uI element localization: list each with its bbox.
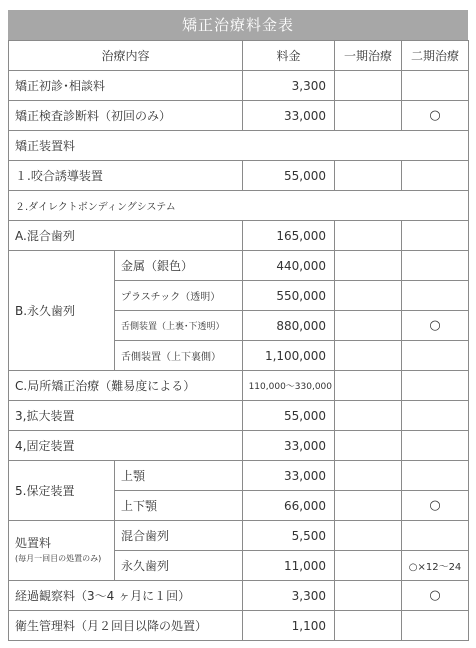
table-row — [9, 71, 469, 101]
row-phase2 — [402, 461, 469, 491]
row-phase1 — [335, 611, 402, 641]
row-label: 混合歯列 — [115, 521, 243, 551]
row-fee: 3,300 — [243, 71, 335, 101]
row-phase1 — [335, 281, 402, 311]
row-phase2 — [402, 161, 469, 191]
row-fee: 66,000 — [243, 491, 335, 521]
row-phase2: ○ — [402, 581, 469, 611]
row-fee: 165,000 — [243, 221, 335, 251]
row-fee: 1,100 — [243, 611, 335, 641]
row-phase1 — [335, 521, 402, 551]
row-phase1 — [335, 341, 402, 371]
row-fee: 33,000 — [243, 461, 335, 491]
row-label: 矯正初診･相談料 — [9, 71, 243, 101]
row-label: 金属（銀色） — [115, 251, 243, 281]
table-row — [9, 431, 469, 461]
row-phase2: ○×12～24 — [402, 551, 469, 581]
row-fee: 55,000 — [243, 161, 335, 191]
row-phase2 — [402, 371, 469, 401]
row-phase2 — [402, 221, 469, 251]
header-phase2: 二期治療 — [402, 41, 469, 71]
row-fee: 55,000 — [243, 401, 335, 431]
table-row — [9, 161, 469, 191]
subsection-heading-row — [9, 191, 469, 221]
row-phase2 — [402, 431, 469, 461]
table-row — [9, 611, 469, 641]
row-label: 矯正検査診断料（初回のみ） — [9, 101, 243, 131]
table-title: 矯正治療料金表 — [8, 10, 468, 40]
row-phase2: ○ — [402, 101, 469, 131]
row-label: C.局所矯正治療（難易度による） — [9, 371, 243, 401]
row-phase1 — [335, 491, 402, 521]
row-phase2: ○ — [402, 311, 469, 341]
row-fee: 440,000 — [243, 251, 335, 281]
row-fee: 33,000 — [243, 431, 335, 461]
fee-table — [8, 40, 469, 641]
row-label: 経過観察料（3～4 ヶ月に１回） — [9, 581, 243, 611]
row-phase1 — [335, 581, 402, 611]
table-row — [9, 401, 469, 431]
row-phase2 — [402, 401, 469, 431]
header-fee: 料金 — [243, 41, 335, 71]
table-row — [9, 461, 469, 491]
row-label: 上顎 — [115, 461, 243, 491]
row-fee: 880,000 — [243, 311, 335, 341]
table-row — [9, 371, 469, 401]
table-row — [9, 581, 469, 611]
treatment-label: 処置料 — [15, 535, 52, 550]
row-phase2: ○ — [402, 491, 469, 521]
row-label: 舌側装置（上下裏側） — [115, 341, 243, 371]
header-row — [9, 41, 469, 71]
row-phase1 — [335, 461, 402, 491]
row-fee: 3,300 — [243, 581, 335, 611]
row-phase1 — [335, 251, 402, 281]
row-fee: 5,500 — [243, 521, 335, 551]
row-phase2 — [402, 341, 469, 371]
row-label: １.咬合誘導装置 — [9, 161, 243, 191]
row-phase2 — [402, 251, 469, 281]
treatment-note: (毎月一回目の処置のみ) — [15, 553, 102, 563]
row-label: 4,固定装置 — [9, 431, 243, 461]
row-phase1 — [335, 101, 402, 131]
table-row — [9, 521, 469, 551]
table-row — [9, 101, 469, 131]
table-row — [9, 221, 469, 251]
table-row — [9, 251, 469, 281]
row-phase2 — [402, 281, 469, 311]
group-label-retainer: 5.保定装置 — [9, 461, 115, 521]
group-label-permanent: B.永久歯列 — [9, 251, 115, 371]
row-label: A.混合歯列 — [9, 221, 243, 251]
row-fee: 11,000 — [243, 551, 335, 581]
row-label: プラスチック（透明） — [115, 281, 243, 311]
row-label: 上下顎 — [115, 491, 243, 521]
row-phase2 — [402, 521, 469, 551]
row-phase2 — [402, 611, 469, 641]
row-phase1 — [335, 551, 402, 581]
row-phase1 — [335, 371, 402, 401]
row-phase1 — [335, 401, 402, 431]
subsection-heading: ２.ダイレクトボンディングシステム — [9, 191, 469, 221]
row-phase1 — [335, 161, 402, 191]
row-label: 衛生管理料（月２回目以降の処置） — [9, 611, 243, 641]
group-label-treatment — [9, 521, 115, 581]
section-heading-row — [9, 131, 469, 161]
row-phase1 — [335, 431, 402, 461]
row-fee: 110,000～330,000 — [243, 371, 335, 401]
header-phase1: 一期治療 — [335, 41, 402, 71]
row-fee: 1,100,000 — [243, 341, 335, 371]
row-label: 永久歯列 — [115, 551, 243, 581]
row-phase1 — [335, 311, 402, 341]
row-phase1 — [335, 71, 402, 101]
header-content: 治療内容 — [9, 41, 243, 71]
row-phase2 — [402, 71, 469, 101]
row-fee: 33,000 — [243, 101, 335, 131]
section-heading: 矯正装置料 — [9, 131, 469, 161]
row-fee: 550,000 — [243, 281, 335, 311]
row-phase1 — [335, 221, 402, 251]
row-label: 3,拡大装置 — [9, 401, 243, 431]
fee-table-container — [8, 10, 468, 641]
row-label: 舌側装置（上裏･下透明） — [115, 311, 243, 341]
